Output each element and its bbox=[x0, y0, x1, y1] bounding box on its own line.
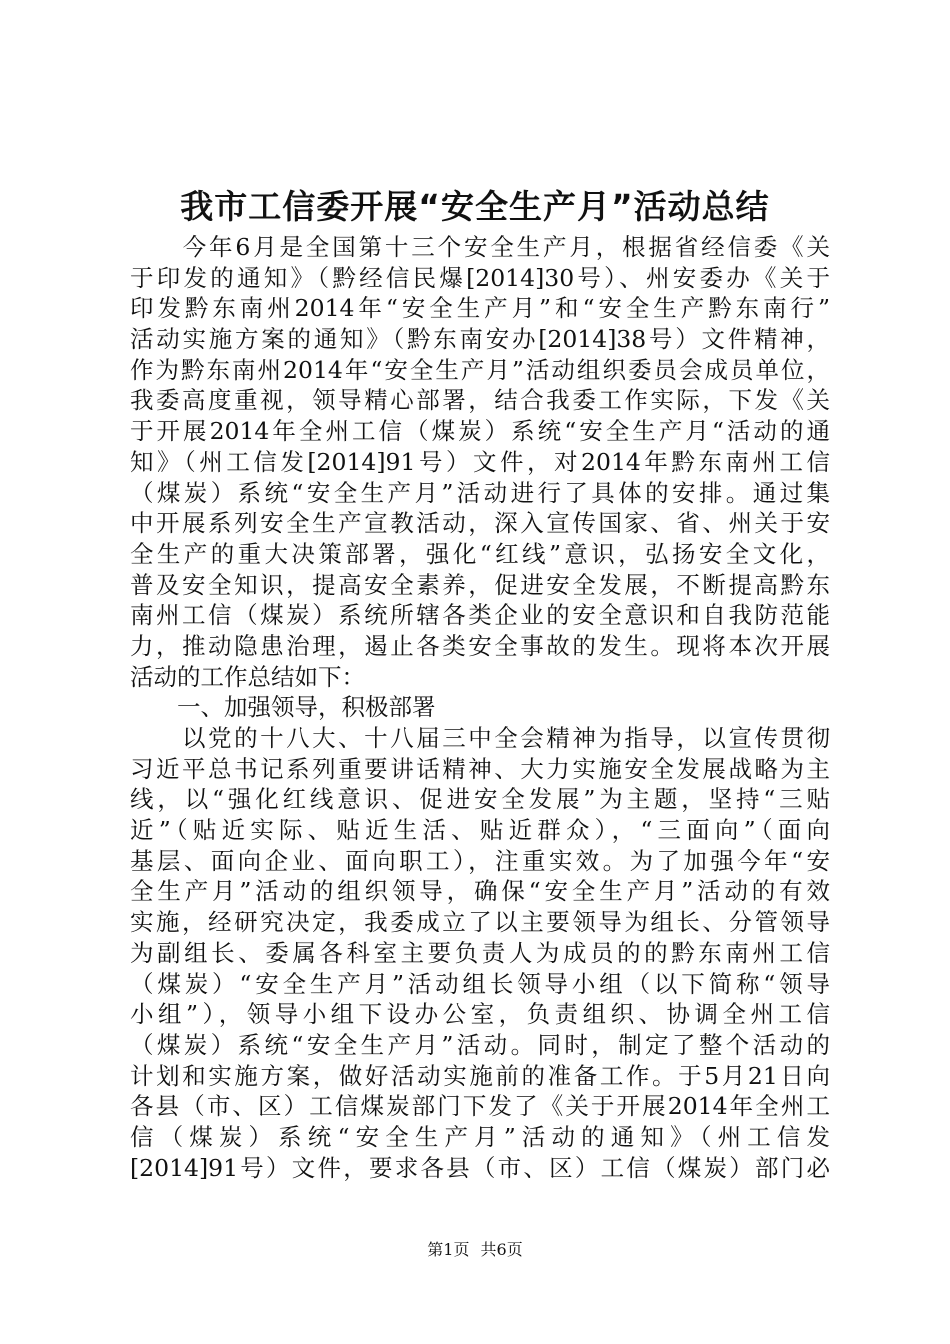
body-line: 于开展2014年全州工信（煤炭）系统“安全生产月“活动的通 bbox=[130, 417, 830, 446]
page-footer bbox=[0, 1240, 950, 1260]
body-line: 各县（市、区）工信煤炭部门下发了《关于开展2014年全州工 bbox=[130, 1092, 830, 1121]
body-line: 近”（贴近实际、贴近生活、贴近群众），“三面向”（面向 bbox=[130, 816, 830, 845]
body-line: 活动实施方案的通知》（黔东南安办[2014]38号）文件精神， bbox=[130, 325, 830, 354]
document-title: 我市工信委开展“安全生产月”活动总结 bbox=[180, 187, 770, 226]
body-line: （煤炭）系统“安全生产月”活动。同时，制定了整个活动的 bbox=[130, 1030, 830, 1059]
body-line: 印发黔东南州2014年“安全生产月”和“安全生产黔东南行” bbox=[130, 294, 830, 323]
body-line: 以党的十八大、十八届三中全会精神为指导，以宣传贯彻 bbox=[130, 724, 830, 752]
body-line: 今年6月是全国第十三个安全生产月，根据省经信委《关 bbox=[130, 233, 830, 261]
body-line: [2014]91号）文件，要求各县（市、区）工信（煤炭）部门必 bbox=[130, 1153, 830, 1182]
section-heading: 一、加强领导，积极部署 bbox=[130, 693, 436, 722]
body-line: 南州工信（煤炭）系统所辖各类企业的安全意识和自我防范能 bbox=[130, 601, 830, 630]
body-line: 全生产月”活动的组织领导，确保“安全生产月”活动的有效 bbox=[130, 877, 830, 906]
body-line: 作为黔东南州2014年“安全生产月”活动组织委员会成员单位， bbox=[130, 355, 830, 384]
document-body bbox=[130, 232, 830, 1183]
body-line: 实施，经研究决定，我委成立了以主要领导为组长、分管领导 bbox=[130, 908, 830, 937]
page-number: 第1页 bbox=[427, 1240, 470, 1259]
body-line: 计划和实施方案，做好活动实施前的准备工作。于5月21日向 bbox=[130, 1061, 830, 1090]
body-line: 普及安全知识，提高安全素养，促进安全发展，不断提高黔东 bbox=[130, 570, 830, 599]
body-line: 中开展系列安全生产宣教活动，深入宣传国家、省、州关于安 bbox=[130, 509, 830, 538]
body-line: 活动的工作总结如下： bbox=[130, 662, 365, 691]
body-line: 习近平总书记系列重要讲话精神、大力实施安全发展战略为主 bbox=[130, 754, 830, 783]
body-line: 力，推动隐患治理，遏止各类安全事故的发生。现将本次开展 bbox=[130, 631, 830, 660]
body-line: 线，以“强化红线意识、促进安全发展”为主题，坚持“三贴 bbox=[130, 785, 830, 814]
body-line: 基层、面向企业、面向职工），注重实效。为了加强今年“安 bbox=[130, 846, 830, 875]
body-line: 知》（州工信发[2014]91号）文件，对2014年黔东南州工信 bbox=[130, 447, 830, 476]
body-line: 我委高度重视，领导精心部署，结合我委工作实际，下发《关 bbox=[130, 386, 830, 415]
body-line: 小组”），领导小组下设办公室，负责组织、协调全州工信 bbox=[130, 1000, 830, 1029]
body-line: （煤炭）系统“安全生产月”活动进行了具体的安排。通过集 bbox=[130, 478, 830, 507]
body-line: 为副组长、委属各科室主要负责人为成员的的黔东南州工信 bbox=[130, 938, 830, 967]
body-line: 全生产的重大决策部署，强化“红线”意识，弘扬安全文化， bbox=[130, 539, 830, 568]
page-total: 共6页 bbox=[480, 1240, 523, 1259]
body-line: （煤炭）“安全生产月”活动组长领导小组（以下简称“领导 bbox=[130, 969, 830, 998]
body-line: 信（煤炭）系统“安全生产月”活动的通知》（州工信发 bbox=[130, 1122, 830, 1151]
body-line: 于印发的通知》（黔经信民爆[2014]30号）、州安委办《关于 bbox=[130, 263, 830, 292]
